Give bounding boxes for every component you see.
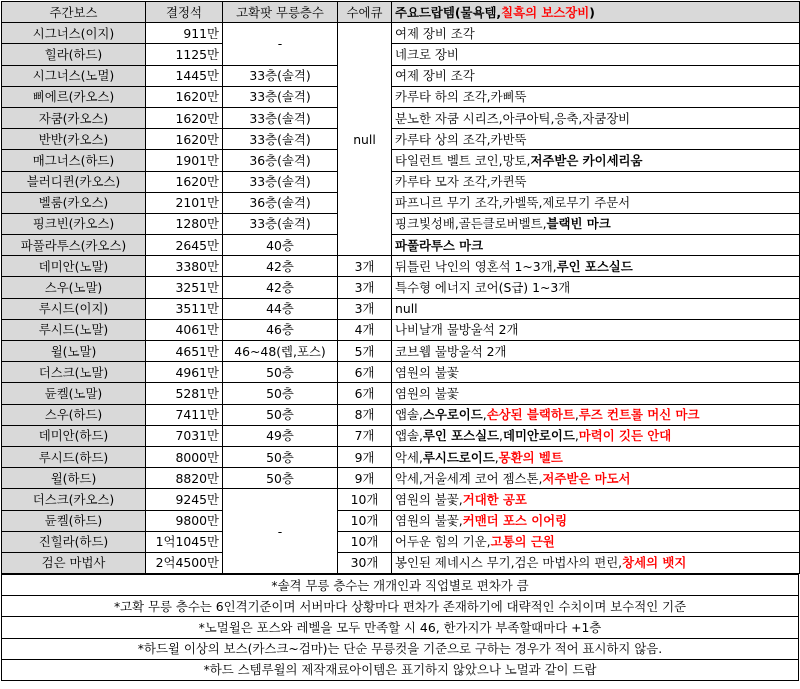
table-row xyxy=(2,150,800,171)
boss-name-cell: 시그너스(이지) xyxy=(2,23,146,44)
drop-item-text: 앱솔, xyxy=(395,407,423,423)
drop-item-text: 창세의 뱃지 xyxy=(622,555,687,571)
table-row xyxy=(2,341,800,362)
floor-cell: 42층 xyxy=(223,277,338,298)
boss-name-cell: 듄켈(하드) xyxy=(2,510,146,531)
cost-cell: 9800만 xyxy=(146,510,223,531)
drop-item-text: 코브웹 물방울석 2개 xyxy=(395,343,507,359)
count-cell: 5개 xyxy=(338,341,392,362)
table-row xyxy=(2,446,800,467)
boss-name-cell: 반반(카오스) xyxy=(2,129,146,150)
drop-cell xyxy=(392,235,800,256)
table-row xyxy=(2,510,800,531)
table-row xyxy=(2,86,800,107)
boss-name-cell: 파풀라투스(카오스) xyxy=(2,235,146,256)
table-row xyxy=(2,213,800,234)
drop-cell xyxy=(392,489,800,510)
cost-cell: 4651만 xyxy=(146,341,223,362)
floor-cell: 33층(솔격) xyxy=(223,86,338,107)
note-row xyxy=(2,659,799,680)
drop-cell xyxy=(392,341,800,362)
boss-rows xyxy=(2,23,800,574)
boss-name-cell: 윌(하드) xyxy=(2,468,146,489)
drop-cell xyxy=(392,86,800,107)
table-row xyxy=(2,65,800,86)
header-drop-prefix: 주요드랍템(물욕템, xyxy=(395,4,502,20)
count-cell: 4개 xyxy=(338,319,392,340)
drop-cell xyxy=(392,171,800,192)
drop-cell xyxy=(392,319,800,340)
drop-item-text: 거대한 공포 xyxy=(462,491,527,507)
boss-name-cell: 더스크(노말) xyxy=(2,362,146,383)
drop-cell xyxy=(392,298,800,319)
boss-name-cell: 벨룸(카오스) xyxy=(2,192,146,213)
count-cell: 9개 xyxy=(338,468,392,489)
header-drop xyxy=(392,2,800,23)
header-drop-red: 칠흑의 보스장비 xyxy=(501,4,590,20)
cost-cell: 4061만 xyxy=(146,319,223,340)
drop-item-text: 파풀라투스 마크 xyxy=(395,237,484,253)
drop-item-text: 데미안로이드 xyxy=(502,428,575,444)
drop-cell xyxy=(392,150,800,171)
table-row xyxy=(2,192,800,213)
floor-cell: 36층(솔격) xyxy=(223,192,338,213)
floor-cell: 40층 xyxy=(223,235,338,256)
boss-name-cell: 자쿰(카오스) xyxy=(2,107,146,128)
boss-name-cell: 루시드(이지) xyxy=(2,298,146,319)
table-row xyxy=(2,107,800,128)
drop-item-text: 루인 포스실드 xyxy=(556,258,633,274)
floor-dash-bottom-cell: - xyxy=(223,489,338,574)
header-row xyxy=(2,2,800,23)
drop-cell xyxy=(392,404,800,425)
drop-item-text: , xyxy=(482,407,487,423)
drop-item-text: 루시드로이드 xyxy=(422,449,495,465)
cost-cell: 3251만 xyxy=(146,277,223,298)
boss-name-cell: 윌(노말) xyxy=(2,341,146,362)
table-row xyxy=(2,531,800,552)
cost-cell: 1125만 xyxy=(146,44,223,65)
drop-cell xyxy=(392,213,800,234)
drop-item-text: 저주받은 마도서 xyxy=(542,470,631,486)
drop-item-text: 몽환의 벨트 xyxy=(498,449,563,465)
boss-name-cell: 데미안(하드) xyxy=(2,425,146,446)
count-cell: 3개 xyxy=(338,256,392,277)
floor-cell: 33층(솔격) xyxy=(223,129,338,150)
floor-cell: 33층(솔격) xyxy=(223,213,338,234)
note-row xyxy=(2,617,799,638)
drop-cell xyxy=(392,383,800,404)
cost-cell: 3511만 xyxy=(146,298,223,319)
drop-cell xyxy=(392,129,800,150)
boss-name-cell: 시그너스(노멀) xyxy=(2,65,146,86)
drop-item-text: 타일런트 벨트 코인,망토, xyxy=(395,152,531,168)
boss-name-cell: 듄켈(노말) xyxy=(2,383,146,404)
table-row xyxy=(2,235,800,256)
drop-cell xyxy=(392,65,800,86)
count-cell: 10개 xyxy=(338,489,392,510)
header-cost: 결정석 xyxy=(146,2,223,23)
drop-item-text: 특수형 에너지 코어(S급) 1~3개 xyxy=(395,280,571,296)
count-cell: 9개 xyxy=(338,446,392,467)
boss-name-cell: 핑크빈(카오스) xyxy=(2,213,146,234)
cost-cell: 2억4500만 xyxy=(146,552,223,573)
drop-item-text: 여제 장비 조각 xyxy=(395,25,475,41)
table-row xyxy=(2,277,800,298)
table-row xyxy=(2,171,800,192)
drop-cell xyxy=(392,446,800,467)
cost-cell: 4961만 xyxy=(146,362,223,383)
drop-item-text: 고통의 근원 xyxy=(490,534,555,550)
drop-item-text: 봉인된 제네시스 무기,검은 마법사의 편린, xyxy=(395,555,623,571)
floor-cell: 36층(솔격) xyxy=(223,150,338,171)
drop-cell xyxy=(392,256,800,277)
floor-cell: 49층 xyxy=(223,425,338,446)
drop-item-text: 핑크빛성배,골든클로버벨트, xyxy=(395,216,547,232)
drop-item-text: 카루타 하의 조각,카삐뚝 xyxy=(395,89,527,105)
drop-item-text: 카루타 상의 조각,카반뚝 xyxy=(395,131,527,147)
drop-item-text: , xyxy=(574,407,579,423)
cost-cell: 1억1045만 xyxy=(146,531,223,552)
note-row xyxy=(2,596,799,617)
floor-cell: 46층 xyxy=(223,319,338,340)
boss-name-cell: 루시드(하드) xyxy=(2,446,146,467)
drop-item-text: 루즈 컨트롤 머신 마크 xyxy=(578,407,700,423)
cost-cell: 1901만 xyxy=(146,150,223,171)
header-drop-suffix: ) xyxy=(589,4,595,20)
floor-dash-top-cell: - xyxy=(223,23,338,65)
boss-name-cell: 스우(노말) xyxy=(2,277,146,298)
floor-cell: 33층(솔격) xyxy=(223,171,338,192)
boss-name-cell: 진힐라(하드) xyxy=(2,531,146,552)
drop-cell xyxy=(392,23,800,44)
boss-name-cell: 루시드(노말) xyxy=(2,319,146,340)
drop-cell xyxy=(392,44,800,65)
cost-cell: 5281만 xyxy=(146,383,223,404)
table-row xyxy=(2,319,800,340)
drop-item-text: 염원의 불꽃 xyxy=(395,364,459,380)
count-cell: 3개 xyxy=(338,298,392,319)
notes-rows xyxy=(2,575,799,681)
header-floor: 고확팟 무릉층수 xyxy=(223,2,338,23)
boss-name-cell: 블러디퀸(카오스) xyxy=(2,171,146,192)
drop-item-text: 악세,거울세계 코어 젬스톤, xyxy=(395,470,543,486)
table-row xyxy=(2,129,800,150)
drop-cell xyxy=(392,531,800,552)
boss-name-cell: 검은 마법사 xyxy=(2,552,146,573)
table-row xyxy=(2,552,800,573)
drop-cell xyxy=(392,425,800,446)
count-cell: 6개 xyxy=(338,362,392,383)
drop-item-text: null xyxy=(395,301,418,317)
floor-cell: 50층 xyxy=(223,468,338,489)
note-row xyxy=(2,575,799,596)
cost-cell: 8820만 xyxy=(146,468,223,489)
table-row xyxy=(2,383,800,404)
cost-cell: 8000만 xyxy=(146,446,223,467)
note-text: *하드 스템루윌의 제작재료아이템은 표기하지 않았으나 노멀과 같이 드랍 xyxy=(2,659,799,680)
floor-cell: 50층 xyxy=(223,446,338,467)
cost-cell: 1280만 xyxy=(146,213,223,234)
drop-item-text: 어두운 힘의 기운, xyxy=(395,534,491,550)
count-cell: 10개 xyxy=(338,510,392,531)
table-row xyxy=(2,425,800,446)
drop-item-text: 손상된 블랙하트 xyxy=(486,407,575,423)
drop-cell xyxy=(392,192,800,213)
count-null-cell: null xyxy=(338,23,392,256)
cost-cell: 911만 xyxy=(146,23,223,44)
cost-cell: 1620만 xyxy=(146,107,223,128)
note-text: *하드윌 이상의 보스(카스크~검마)는 단순 무릉컷을 기준으로 구하는 경우가 적어 표시하지 않음. xyxy=(2,638,799,659)
drop-item-text: 카루타 모자 조각,카퀸뚝 xyxy=(395,174,527,190)
floor-cell: 33층(솔격) xyxy=(223,65,338,86)
header-boss: 주간보스 xyxy=(2,2,146,23)
floor-cell: 42층 xyxy=(223,256,338,277)
drop-item-text: 저주받은 카이세리움 xyxy=(530,152,643,168)
count-cell: 8개 xyxy=(338,404,392,425)
boss-name-cell: 매그너스(하드) xyxy=(2,150,146,171)
cost-cell: 1620만 xyxy=(146,86,223,107)
floor-cell: 33층(솔격) xyxy=(223,107,338,128)
floor-cell: 50층 xyxy=(223,383,338,404)
table-row xyxy=(2,298,800,319)
drop-cell xyxy=(392,107,800,128)
count-cell: 6개 xyxy=(338,383,392,404)
floor-cell: 50층 xyxy=(223,404,338,425)
cost-cell: 1620만 xyxy=(146,129,223,150)
floor-cell: 44층 xyxy=(223,298,338,319)
table-row xyxy=(2,362,800,383)
drop-item-text: 네크로 장비 xyxy=(395,46,459,62)
drop-item-text: 블랙빈 마크 xyxy=(546,216,611,232)
drop-item-text: 악세, xyxy=(395,449,423,465)
cost-cell: 7031만 xyxy=(146,425,223,446)
drop-item-text: 파프니르 무기 조각,카벨뚝,제로무기 주문서 xyxy=(395,195,631,211)
drop-cell xyxy=(392,468,800,489)
floor-cell: 46~48(렙,포스) xyxy=(223,341,338,362)
drop-item-text: 나비날개 물방울석 2개 xyxy=(395,322,519,338)
drop-cell xyxy=(392,552,800,573)
drop-item-text: 염원의 불꽃 xyxy=(395,385,459,401)
count-cell: 3개 xyxy=(338,277,392,298)
note-text: *고확 무릉 층수는 6인격기준이며 서버마다 상황마다 편차가 존재하기에 대략적인 수치이며 보수적인 기준 xyxy=(2,596,799,617)
boss-name-cell: 힐라(하드) xyxy=(2,44,146,65)
boss-name-cell: 삐에르(카오스) xyxy=(2,86,146,107)
drop-item-text: 스우로이드 xyxy=(422,407,483,423)
cost-cell: 2645만 xyxy=(146,235,223,256)
cost-cell: 1445만 xyxy=(146,65,223,86)
table-row xyxy=(2,23,800,44)
cost-cell: 9245만 xyxy=(146,489,223,510)
drop-cell xyxy=(392,510,800,531)
drop-item-text: 뒤틀린 낙인의 영혼석 1~3개, xyxy=(395,258,557,274)
table-row xyxy=(2,44,800,65)
drop-item-text: 여제 장비 조각 xyxy=(395,68,475,84)
note-text: *솔격 무릉 층수는 개개인과 직업별로 편차가 큼 xyxy=(2,575,799,596)
boss-name-cell: 더스크(카오스) xyxy=(2,489,146,510)
drop-item-text: 염원의 불꽃, xyxy=(395,491,463,507)
cost-cell: 2101만 xyxy=(146,192,223,213)
table-row xyxy=(2,404,800,425)
notes-table xyxy=(1,574,799,681)
drop-item-text: 루인 포스실드 xyxy=(422,428,500,444)
cost-cell: 3380만 xyxy=(146,256,223,277)
drop-item-text: , xyxy=(574,428,579,444)
drop-cell xyxy=(392,277,800,298)
table-row xyxy=(2,256,800,277)
boss-name-cell: 스우(하드) xyxy=(2,404,146,425)
table-row xyxy=(2,489,800,510)
drop-item-text: 분노한 자쿰 시리즈,아쿠아틱,응축,자쿰장비 xyxy=(395,110,631,126)
cost-cell: 1620만 xyxy=(146,171,223,192)
table-row xyxy=(2,468,800,489)
drop-cell xyxy=(392,362,800,383)
drop-item-text: 커맨더 포스 이어링 xyxy=(462,513,568,529)
drop-item-text: 염원의 불꽃, xyxy=(395,513,463,529)
count-cell: 10개 xyxy=(338,531,392,552)
header-count: 수에큐 xyxy=(338,2,392,23)
count-cell: 7개 xyxy=(338,425,392,446)
boss-name-cell: 데미안(노말) xyxy=(2,256,146,277)
cost-cell: 7411만 xyxy=(146,404,223,425)
drop-item-text: 앱솔, xyxy=(395,428,423,444)
count-cell: 30개 xyxy=(338,552,392,573)
note-row xyxy=(2,638,799,659)
floor-cell: 50층 xyxy=(223,362,338,383)
drop-item-text: , xyxy=(494,449,499,465)
weekly-boss-table xyxy=(1,1,800,574)
note-text: *노멀윌은 포스와 레벨을 모두 만족할 시 46, 한가지가 부족할때마다 +1층 xyxy=(2,617,799,638)
drop-item-text: , xyxy=(499,428,503,444)
drop-item-text: 마력이 깃든 안대 xyxy=(578,428,672,444)
